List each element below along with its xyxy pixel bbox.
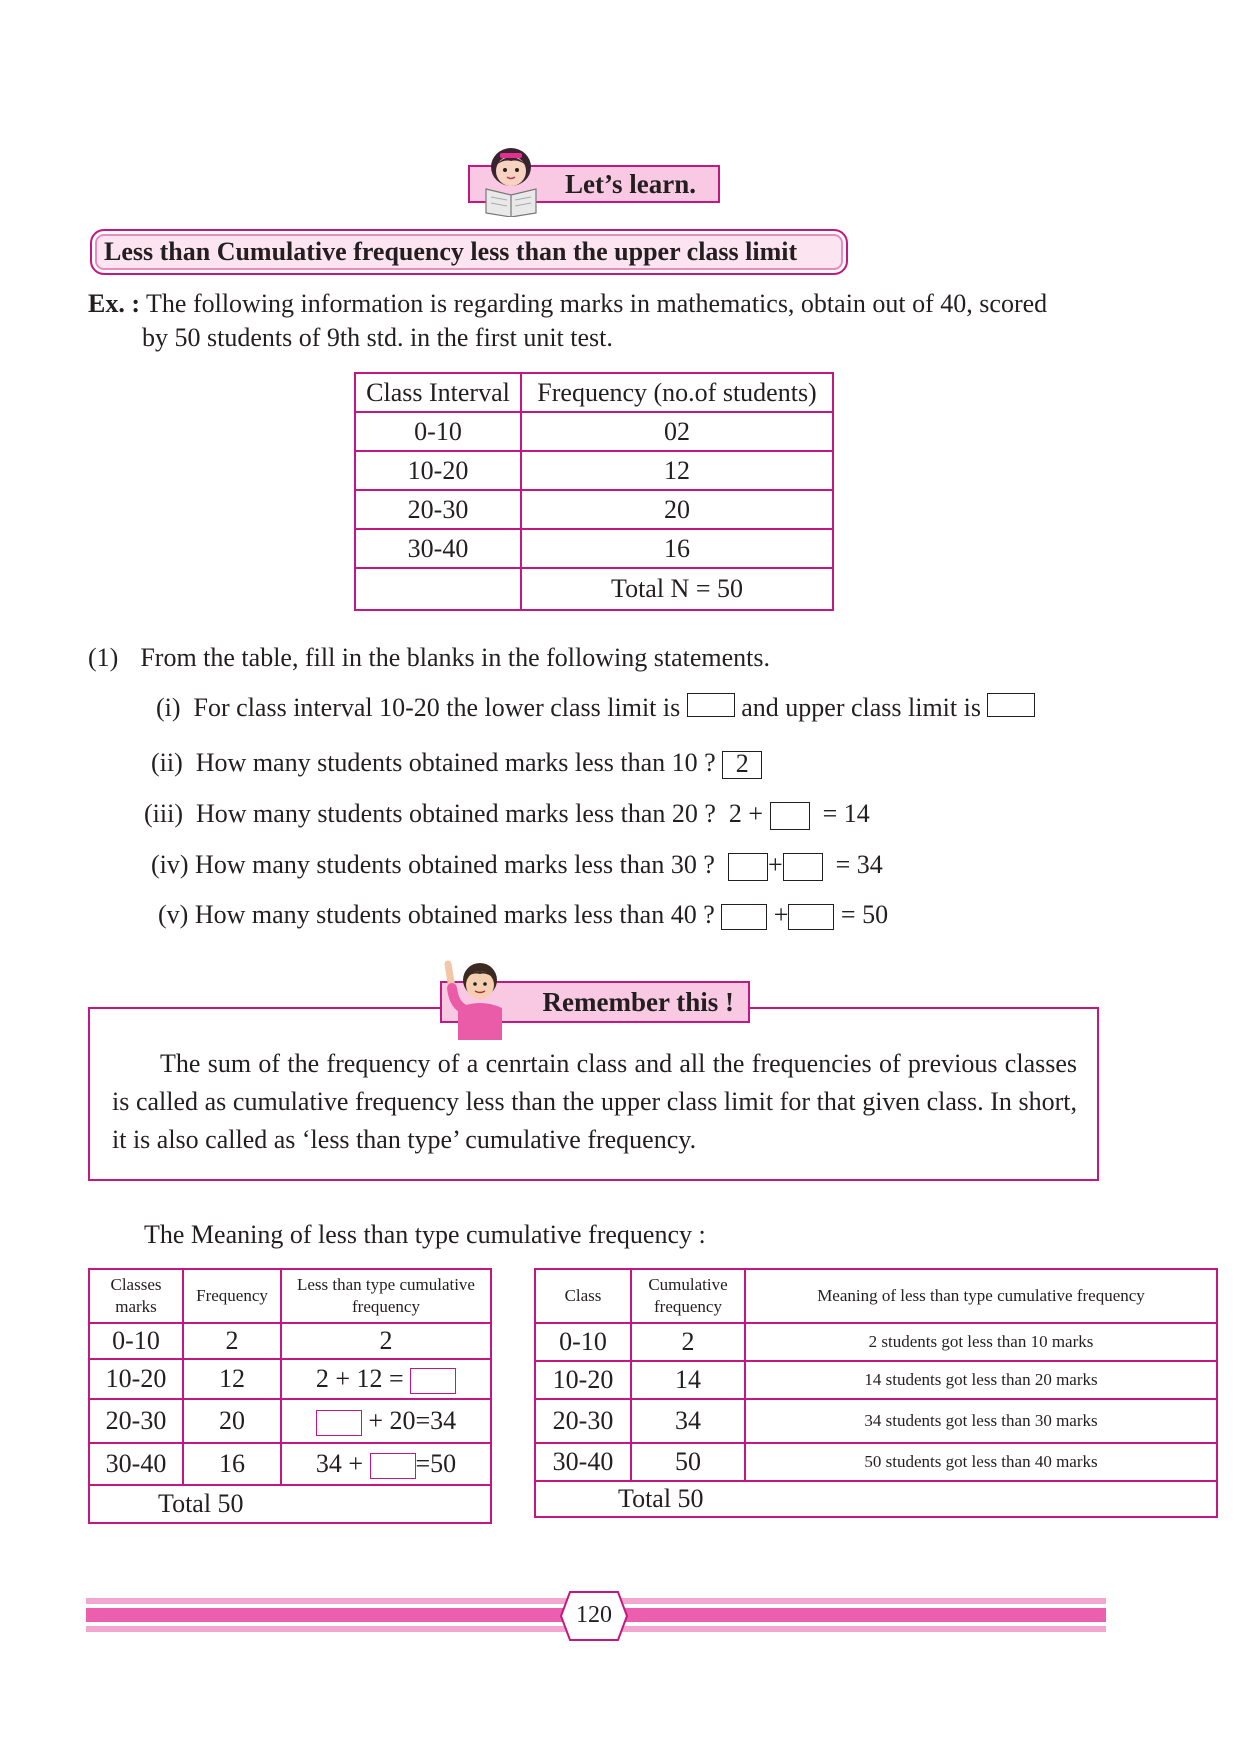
meaning-table (534, 1268, 1218, 1518)
section-heading: Less than Cumulative frequency less than the upper class limit (90, 229, 848, 275)
class-interval-cell: 30-40 (355, 529, 521, 568)
cumulative-blank[interactable] (316, 1410, 362, 1436)
item-post: = 34 (835, 850, 883, 879)
table-row (89, 1359, 491, 1399)
total-cell: Total 50 (535, 1481, 1217, 1517)
answer-blank-a[interactable] (728, 853, 768, 881)
header-class: Class (535, 1269, 631, 1323)
meaning-cell: 14 students got less than 20 marks (745, 1361, 1217, 1399)
less-than-table (88, 1268, 492, 1524)
header-frequency: Frequency (183, 1269, 281, 1323)
item-post: = 14 (822, 799, 870, 828)
header-cumulative: Less than type cumulative frequency (281, 1269, 491, 1323)
table-row (535, 1361, 1217, 1399)
remember-text: The sum of the frequency of a cenrtain class and all the frequencies of previous classes is called as cumulative frequency less than the upper class limit for that given class. In short, it is also called as ‘less than type’ cumulative frequency. (112, 1049, 1077, 1154)
header-class-interval: Class Interval (355, 373, 521, 412)
cumulative-cell: 14 (631, 1361, 745, 1399)
item-post: = 50 (840, 900, 889, 929)
header-meaning: Meaning of less than type cumulative frequency (745, 1269, 1217, 1323)
example-line-2: by 50 students of 9th std. in the first unit test. (142, 323, 613, 352)
class-cell: 10-20 (89, 1359, 183, 1399)
answer-box[interactable]: 2 (722, 751, 762, 779)
question-item-ii (151, 746, 762, 780)
item-text-b: and upper class limit is (741, 693, 981, 722)
header-classes-marks: Classes marks (89, 1269, 183, 1323)
table-row (355, 412, 833, 451)
table-header-row (89, 1269, 491, 1323)
cumulative-cell (281, 1359, 491, 1399)
table-row (89, 1399, 491, 1443)
question-intro: From the table, fill in the blanks in the following statements. (140, 643, 771, 672)
total-cell: Total 50 (89, 1485, 491, 1523)
item-text: How many students obtained marks less than 10 ? (195, 748, 716, 777)
cum-pre: 34 + (315, 1448, 363, 1478)
question-item-v (158, 898, 888, 932)
table-row (535, 1323, 1217, 1361)
answer-blank-b[interactable] (788, 904, 834, 930)
item-number: (iii) (144, 799, 183, 828)
frequency-table (354, 372, 834, 611)
table-row (355, 490, 833, 529)
header-cumulative-frequency: Cumulative frequency (631, 1269, 745, 1323)
plus-sign: + (767, 850, 783, 879)
reading-girl-icon (478, 145, 544, 217)
item-number: (v) (158, 900, 189, 929)
frequency-cell: 12 (521, 451, 833, 490)
remember-heading: Remember this ! (440, 981, 750, 1023)
cum-pre: 2 + 12 = (315, 1363, 404, 1393)
example-label: Ex. : (88, 289, 140, 318)
class-cell: 30-40 (535, 1443, 631, 1481)
answer-blank-b[interactable] (783, 853, 823, 881)
plus-sign: + (773, 900, 789, 929)
cumulative-cell: 2 (631, 1323, 745, 1361)
cumulative-cell (281, 1399, 491, 1443)
meaning-cell: 34 students got less than 30 marks (745, 1399, 1217, 1443)
cumulative-cell: 34 (631, 1399, 745, 1443)
header-frequency: Frequency (no.of students) (521, 373, 833, 412)
frequency-cell: 12 (183, 1359, 281, 1399)
class-cell: 20-30 (89, 1399, 183, 1443)
class-interval-cell: 10-20 (355, 451, 521, 490)
question-intro-line (88, 641, 770, 675)
empty-cell (355, 568, 521, 610)
cum-post: + 20=34 (368, 1405, 457, 1435)
cumulative-blank[interactable] (370, 1453, 416, 1479)
cumulative-cell: 2 (281, 1323, 491, 1359)
meaning-intro: The Meaning of less than type cumulative frequency : (144, 1220, 706, 1249)
item-text: How many students obtained marks less than 30 ? (195, 850, 715, 879)
class-cell: 0-10 (535, 1323, 631, 1361)
question-item-iii (144, 797, 870, 831)
question-item-i (156, 691, 1035, 725)
remember-panel (88, 1007, 1099, 1181)
item-text: How many students obtained marks less than 20 ? (196, 799, 716, 828)
total-cell: Total N = 50 (521, 568, 833, 610)
upper-limit-blank[interactable] (987, 693, 1035, 717)
item-pre: 2 + (728, 799, 764, 828)
frequency-cell: 16 (183, 1443, 281, 1485)
pointing-boy-icon (438, 958, 514, 1040)
table-total-row (535, 1481, 1217, 1517)
lower-limit-blank[interactable] (687, 693, 735, 717)
lets-learn-heading: Let’s learn. (468, 165, 720, 203)
item-text: How many students obtained marks less than 40 ? (194, 900, 715, 929)
table-row (89, 1323, 491, 1359)
table-header-row (535, 1269, 1217, 1323)
meaning-cell: 50 students got less than 40 marks (745, 1443, 1217, 1481)
table-row (355, 529, 833, 568)
table-row (535, 1399, 1217, 1443)
meaning-cell: 2 students got less than 10 marks (745, 1323, 1217, 1361)
table-header-row (355, 373, 833, 412)
table-row (535, 1443, 1217, 1481)
table-total-row (89, 1485, 491, 1523)
frequency-cell: 20 (183, 1399, 281, 1443)
cum-post: =50 (415, 1448, 457, 1478)
table-row (355, 451, 833, 490)
class-cell: 10-20 (535, 1361, 631, 1399)
table-row (89, 1443, 491, 1485)
page-number: 120 (576, 1602, 612, 1628)
class-cell: 30-40 (89, 1443, 183, 1485)
class-cell: 20-30 (535, 1399, 631, 1443)
answer-blank-a[interactable] (721, 904, 767, 930)
cumulative-cell: 50 (631, 1443, 745, 1481)
cumulative-cell (281, 1443, 491, 1485)
example-text (88, 287, 1148, 355)
frequency-cell: 16 (521, 529, 833, 568)
table-total-row (355, 568, 833, 610)
item-text: For class interval 10-20 the lower class limit is (193, 693, 681, 722)
item-number: (iv) (151, 850, 189, 879)
frequency-cell: 2 (183, 1323, 281, 1359)
cumulative-blank[interactable] (410, 1368, 456, 1394)
question-item-iv (151, 848, 883, 882)
example-line-1: The following information is regarding marks in mathematics, obtain out of 40, scored (146, 289, 1048, 318)
item-number: (i) (156, 693, 181, 722)
frequency-cell: 20 (521, 490, 833, 529)
answer-blank[interactable] (770, 802, 810, 830)
class-cell: 0-10 (89, 1323, 183, 1359)
frequency-cell: 02 (521, 412, 833, 451)
class-interval-cell: 20-30 (355, 490, 521, 529)
question-number: (1) (88, 643, 119, 672)
item-number: (ii) (151, 748, 183, 777)
class-interval-cell: 0-10 (355, 412, 521, 451)
